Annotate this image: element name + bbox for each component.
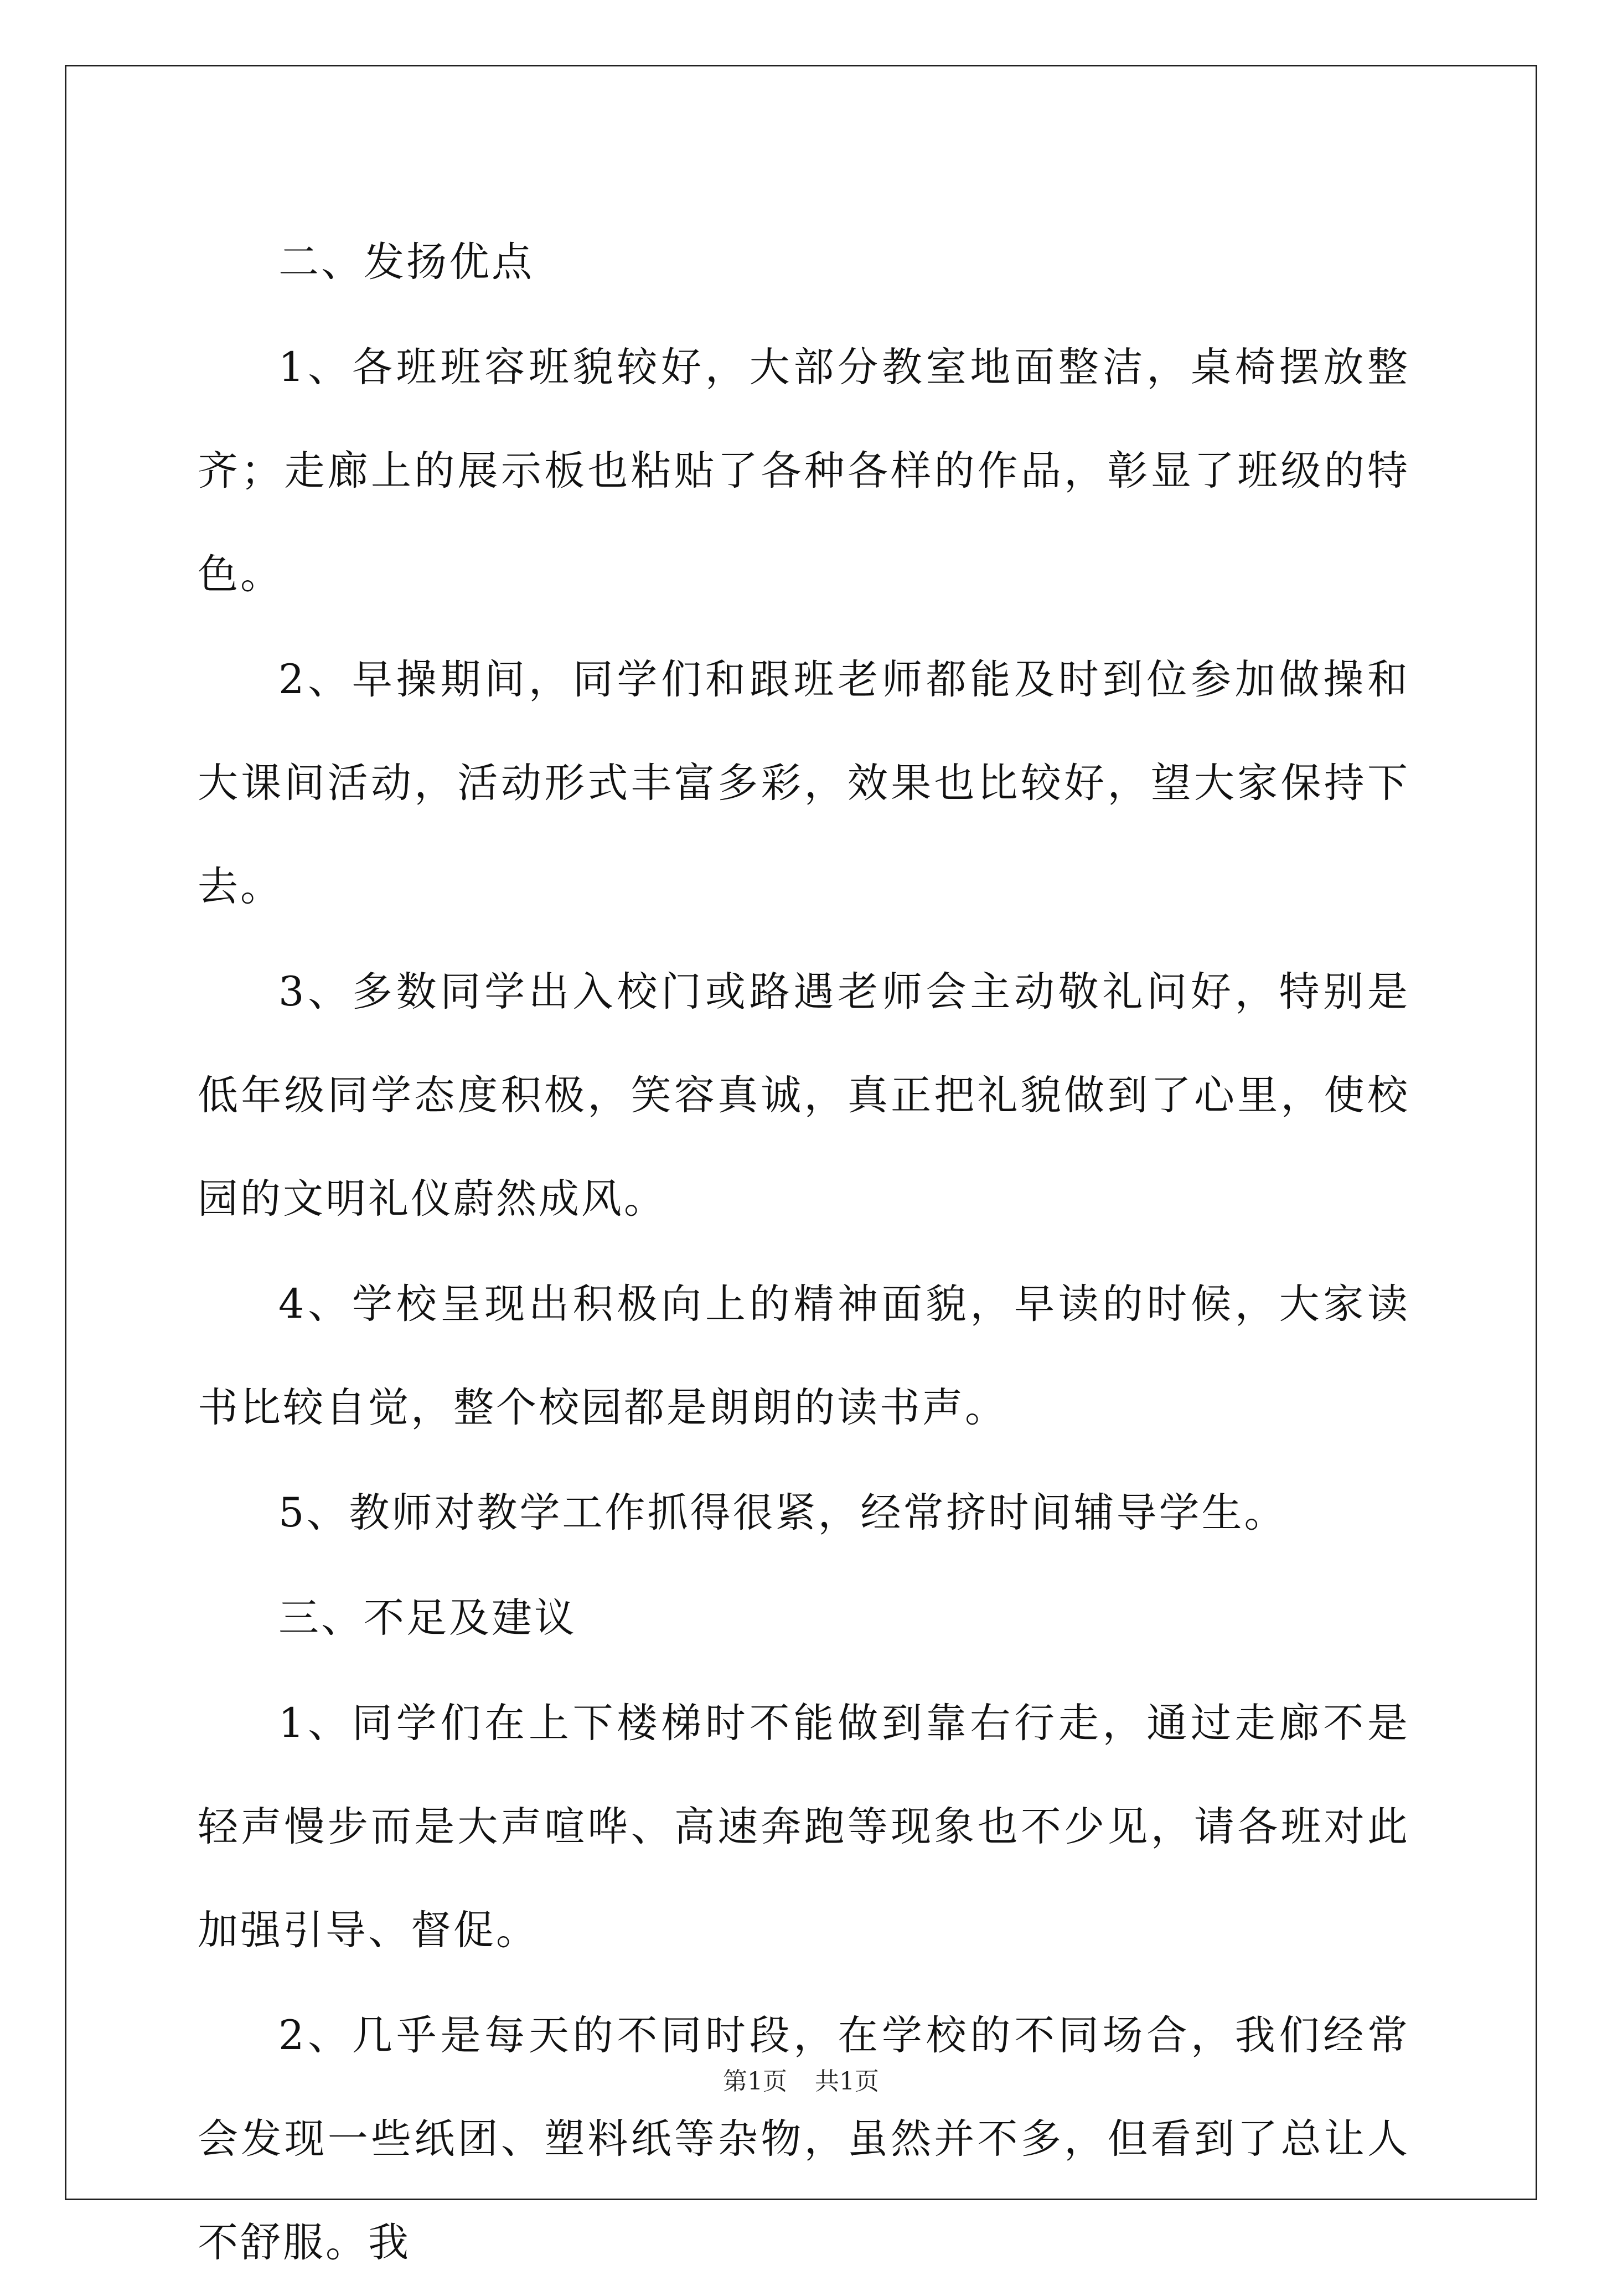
paragraph: 3、多数同学出入校门或路遇老师会主动敬礼问好，特别是低年级同学态度积极，笑容真诚，真正把礼貌做到了心里，使校园的文明礼仪蔚然成风。 <box>198 968 1410 1222</box>
paragraph: 1、各班班容班貌较好，大部分教室地面整洁，桌椅摆放整齐；走廊上的展示板也粘贴了各种各样的作品，彰显了班级的特色。 <box>198 344 1410 598</box>
paragraph: 2、几乎是每天的不同时段，在学校的不同场合，我们经常会发现一些纸团、塑料纸等杂物，虽然并不多，但看到了总让人不舒服。我 <box>198 2012 1410 2266</box>
section-heading-shortcomings: 三、不足及建议 <box>278 1595 577 1642</box>
paragraph: 1、同学们在上下楼梯时不能做到靠右行走，通过走廊不是轻声慢步而是大声喧哗、高速奔跑等现象也不少见，请各班对此加强引导、督促。 <box>198 1700 1410 1954</box>
paragraph: 2、早操期间，同学们和跟班老师都能及时到位参加做操和大课间活动，活动形式丰富多彩，效果也比较好，望大家保持下去。 <box>198 656 1410 910</box>
page-footer <box>0 2065 1602 2098</box>
page-number: 第1页 <box>723 2067 787 2096</box>
page-total: 共1页 <box>815 2067 879 2096</box>
document-body <box>198 210 1410 2296</box>
paragraph: 5、教师对教学工作抓得很紧，经常挤时间辅导学生。 <box>278 1489 1287 1536</box>
paragraph: 4、学校呈现出积极向上的精神面貌，早读的时候，大家读书比较自觉，整个校园都是朗朗的读书声。 <box>198 1281 1410 1431</box>
section-heading-strengths: 二、发扬优点 <box>278 239 534 286</box>
